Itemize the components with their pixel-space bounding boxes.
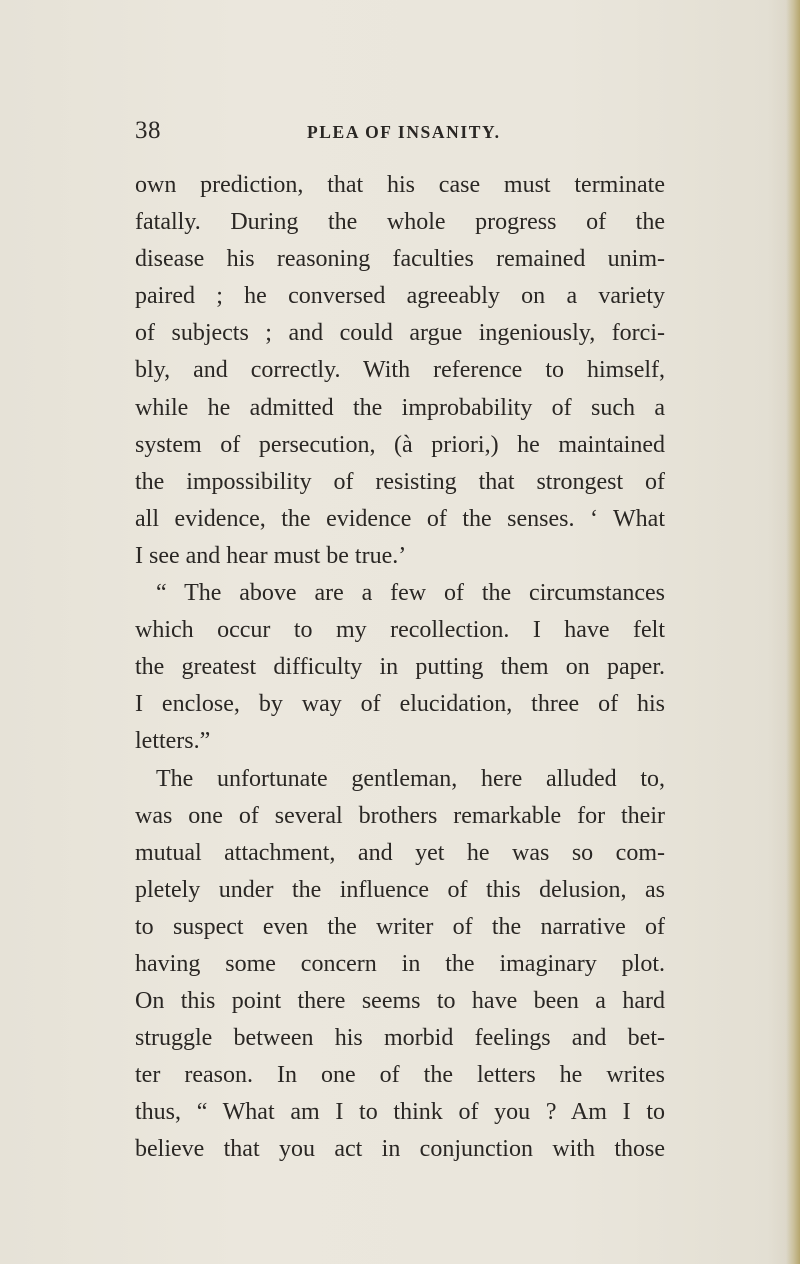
- text-line: of subjects ; and could argue ingeniously, forci-: [135, 320, 665, 347]
- text-line: bly, and correctly. With reference to himself,: [135, 357, 665, 384]
- text-line: all evidence, the evidence of the senses. ‘ What: [135, 505, 665, 532]
- text-line: believe that you act in conjunction with those: [135, 1136, 665, 1163]
- text-line: having some concern in the imaginary plot.: [135, 950, 665, 977]
- text-line: letters.”: [135, 728, 211, 755]
- text-line: system of persecution, (à priori,) he maintained: [135, 431, 665, 458]
- running-head: PLEA OF INSANITY.: [307, 122, 501, 142]
- text-line: to suspect even the writer of the narrative of: [135, 913, 665, 940]
- page-edge: [786, 0, 800, 1264]
- text-line: pletely under the influence of this delusion, as: [135, 876, 665, 903]
- text-line: which occur to my recollection. I have felt: [135, 617, 665, 644]
- text-line: the impossibility of resisting that strongest of: [135, 468, 665, 495]
- text-line: was one of several brothers remarkable for their: [135, 802, 665, 829]
- text-line: fatally. During the whole progress of the: [135, 209, 665, 236]
- text-line: struggle between his morbid feelings and bet-: [135, 1025, 665, 1052]
- text-line: while he admitted the improbability of such a: [135, 394, 665, 421]
- text-line: “ The above are a few of the circumstances: [156, 580, 665, 607]
- text-line: disease his reasoning faculties remained unim-: [135, 246, 665, 273]
- text-line: On this point there seems to have been a hard: [135, 988, 665, 1015]
- body-text: [135, 167, 665, 1169]
- text-line: own prediction, that his case must terminate: [135, 172, 665, 198]
- text-line: I enclose, by way of elucidation, three of his: [135, 691, 665, 718]
- text-line: thus, “ What am I to think of you ? Am I to: [135, 1099, 665, 1126]
- text-line: the greatest difficulty in putting them on paper.: [135, 654, 665, 681]
- text-line: I see and hear must be true.’: [135, 542, 407, 569]
- text-line: paired ; he conversed agreeably on a variety: [135, 283, 665, 310]
- text-line: mutual attachment, and yet he was so com-: [135, 839, 665, 866]
- page-number: 38: [135, 117, 161, 144]
- text-line: ter reason. In one of the letters he writes: [135, 1062, 665, 1089]
- page-header: [135, 116, 665, 146]
- text-line: The unfortunate gentleman, here alluded to,: [156, 765, 665, 792]
